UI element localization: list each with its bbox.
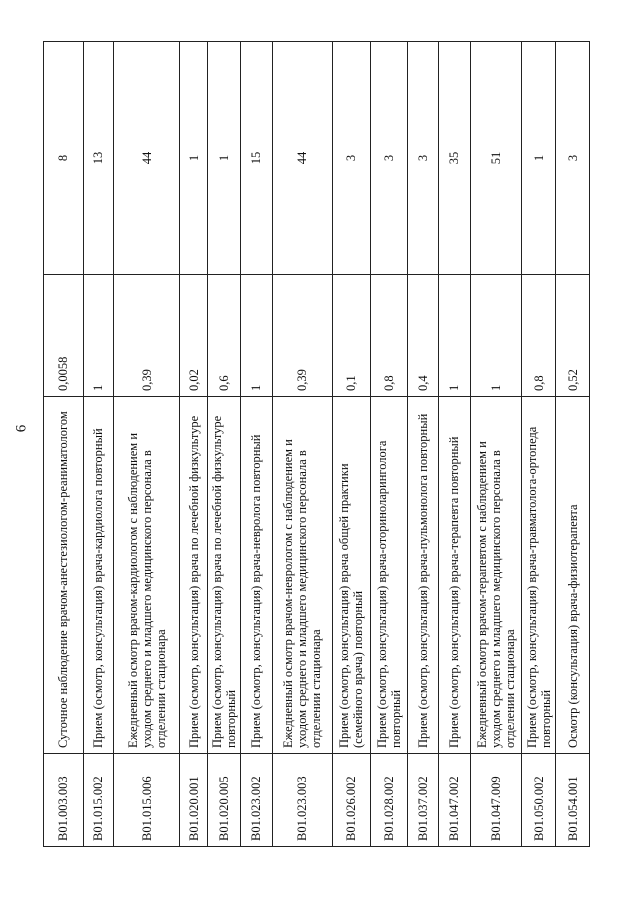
table-row: [439, 42, 470, 847]
row-service-name: Прием (осмотр, консультация) врача-невролога повторный: [240, 397, 272, 754]
table-row: [556, 42, 590, 847]
row-service-name: Суточное наблюдение врачом-анестезиологом-реаниматологом: [44, 397, 84, 754]
row-service-name: Прием (осмотр, консультация) врача-терапевта повторный: [439, 397, 470, 754]
row-frequency: 0,52: [556, 275, 590, 397]
table-row: [407, 42, 438, 847]
row-code: B01.015.002: [83, 754, 113, 847]
row-code: B01.037.002: [407, 754, 438, 847]
row-code: B01.023.003: [273, 754, 333, 847]
row-service-name: Прием (осмотр, консультация) врача по лечебной физкультуре: [179, 397, 207, 754]
row-service-name: Ежедневный осмотр врачом-терапевтом с наблюдением и уходом среднего и младшего медицинского персонала в отделении стационара: [470, 397, 521, 754]
table-row: [240, 42, 272, 847]
row-service-name: Ежедневный осмотр врачом-кардиологом с наблюдением и уходом среднего и младшего медицинского персонала в отделении стационара: [114, 397, 180, 754]
row-multiplicity: 3: [407, 42, 438, 275]
table-row: [470, 42, 521, 847]
row-code: B01.023.002: [240, 754, 272, 847]
row-frequency: 1: [83, 275, 113, 397]
page-number: 6: [13, 424, 30, 433]
row-multiplicity: 13: [83, 42, 113, 275]
rotated-table-wrapper: [43, 42, 590, 847]
row-service-name: Прием (осмотр, консультация) врача-оториноларинголога повторный: [371, 397, 408, 754]
row-code: B01.003.003: [44, 754, 84, 847]
row-frequency: 1: [470, 275, 521, 397]
row-code: B01.054.001: [556, 754, 590, 847]
row-service-name: Прием (осмотр, консультация) врача-пульмонолога повторный: [407, 397, 438, 754]
row-code: B01.050.002: [521, 754, 556, 847]
row-multiplicity: 44: [114, 42, 180, 275]
row-code: B01.047.009: [470, 754, 521, 847]
table-row: [114, 42, 180, 847]
services-table: [43, 41, 590, 847]
row-multiplicity: 35: [439, 42, 470, 275]
services-table-body: [44, 42, 590, 847]
row-frequency: 0,6: [208, 275, 240, 397]
table-row: [179, 42, 207, 847]
row-multiplicity: 1: [179, 42, 207, 275]
table-row: [371, 42, 408, 847]
row-frequency: 0,39: [114, 275, 180, 397]
row-multiplicity: 44: [273, 42, 333, 275]
row-service-name: Осмотр (консультация) врача-физиотерапевта: [556, 397, 590, 754]
row-code: B01.020.005: [208, 754, 240, 847]
row-multiplicity: 15: [240, 42, 272, 275]
row-multiplicity: 1: [521, 42, 556, 275]
row-code: B01.020.001: [179, 754, 207, 847]
table-row: [521, 42, 556, 847]
row-frequency: 1: [240, 275, 272, 397]
row-multiplicity: 1: [208, 42, 240, 275]
row-multiplicity: 3: [556, 42, 590, 275]
row-service-name: Прием (осмотр, консультация) врача-травматолога-ортопеда повторный: [521, 397, 556, 754]
row-code: B01.047.002: [439, 754, 470, 847]
row-service-name: Прием (осмотр, консультация) врача-кардиолога повторный: [83, 397, 113, 754]
row-frequency: 0,8: [521, 275, 556, 397]
row-multiplicity: 3: [332, 42, 371, 275]
row-frequency: 1: [439, 275, 470, 397]
table-row: [332, 42, 371, 847]
row-multiplicity: 3: [371, 42, 408, 275]
row-frequency: 0,1: [332, 275, 371, 397]
row-frequency: 0,39: [273, 275, 333, 397]
table-row: [83, 42, 113, 847]
row-frequency: 0,0058: [44, 275, 84, 397]
row-frequency: 0,8: [371, 275, 408, 397]
table-row: [273, 42, 333, 847]
row-frequency: 0,02: [179, 275, 207, 397]
row-code: B01.026.002: [332, 754, 371, 847]
row-code: B01.028.002: [371, 754, 408, 847]
row-multiplicity: 51: [470, 42, 521, 275]
row-multiplicity: 8: [44, 42, 84, 275]
row-frequency: 0,4: [407, 275, 438, 397]
row-service-name: Ежедневный осмотр врачом-неврологом с наблюдением и уходом среднего и младшего медицинского персонала в отделении стационара: [273, 397, 333, 754]
row-code: B01.015.006: [114, 754, 180, 847]
row-service-name: Прием (осмотр, консультация) врача общей практики (семейного врача) повторный: [332, 397, 371, 754]
table-row: [208, 42, 240, 847]
row-service-name: Прием (осмотр, консультация) врача по лечебной физкультуре повторный: [208, 397, 240, 754]
table-row: [44, 42, 84, 847]
